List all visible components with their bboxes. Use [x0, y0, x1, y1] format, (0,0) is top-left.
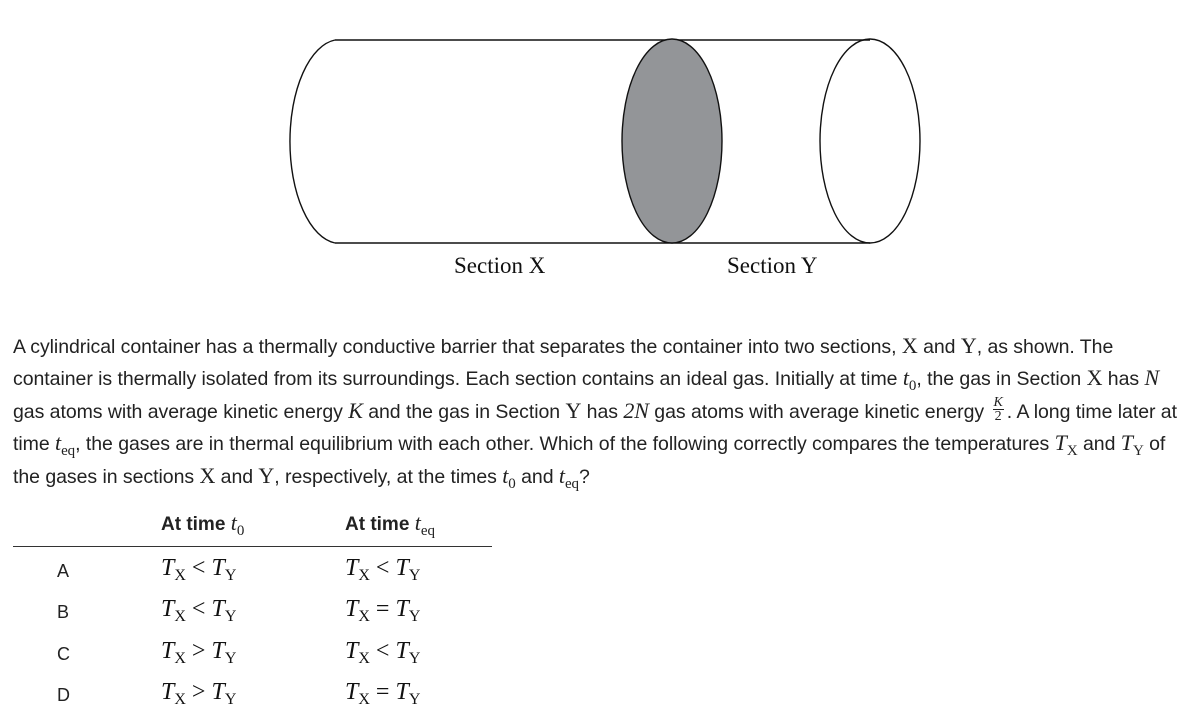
answer-choice-b[interactable]: [13, 590, 493, 630]
choice-teq-relation: $T_X < T_Y$: [345, 555, 421, 584]
table-header-rule: [13, 546, 492, 547]
k-over-2-fraction: $\frac{K}{2}$: [993, 395, 1003, 425]
thermal-barrier: [622, 39, 722, 243]
column-header-t0: At time $t_0$: [161, 510, 245, 539]
cylinder-left-end: [290, 40, 335, 243]
cylinder-diagram: [0, 0, 1182, 300]
choice-t0-relation: $T_X < T_Y$: [161, 596, 237, 625]
answer-choice-c[interactable]: [13, 632, 493, 672]
choice-letter: C: [57, 644, 70, 664]
question-stem: A cylindrical container has a thermally conductive barrier that separates the container into two sections, X and Y, as shown. The container is thermally isolated from its surroundings. Each section contains an ideal gas. Initially at time $t_0$, the gas in Section X has N gas atoms with average kinetic energy K and the gas in Section Y has 2N gas atoms with average kinetic energy $\frac{K}{2}$ . A long time later at time $t_{eq}$, the gases are in thermal equilibrium with each other. Which of the following correctly compares the temperatures $T_X$ and $T_Y$ of the gases in sections X and Y, respectively, at the times $t_0$ and $t_{eq}$?: [13, 333, 1177, 492]
choice-teq-relation: $T_X = T_Y$: [345, 596, 421, 625]
choice-letter: D: [57, 685, 70, 705]
choice-t0-relation: $T_X > T_Y$: [161, 679, 237, 708]
answer-choice-a[interactable]: [13, 549, 493, 589]
choice-teq-relation: $T_X < T_Y$: [345, 638, 421, 667]
column-header-teq: At time $t_{eq}$: [345, 510, 435, 539]
choice-letter: B: [57, 602, 70, 622]
section-y-label: Section Y: [727, 253, 818, 278]
choice-t0-relation: $T_X > T_Y$: [161, 638, 237, 667]
choice-t0-relation: $T_X < T_Y$: [161, 555, 237, 584]
answer-choice-d[interactable]: [13, 673, 493, 713]
cylinder-right-end: [820, 39, 920, 243]
section-x-label: Section X: [454, 253, 546, 278]
choice-teq-relation: $T_X = T_Y$: [345, 679, 421, 708]
cylinder-figure: [0, 0, 1182, 300]
choice-letter: A: [57, 561, 70, 581]
